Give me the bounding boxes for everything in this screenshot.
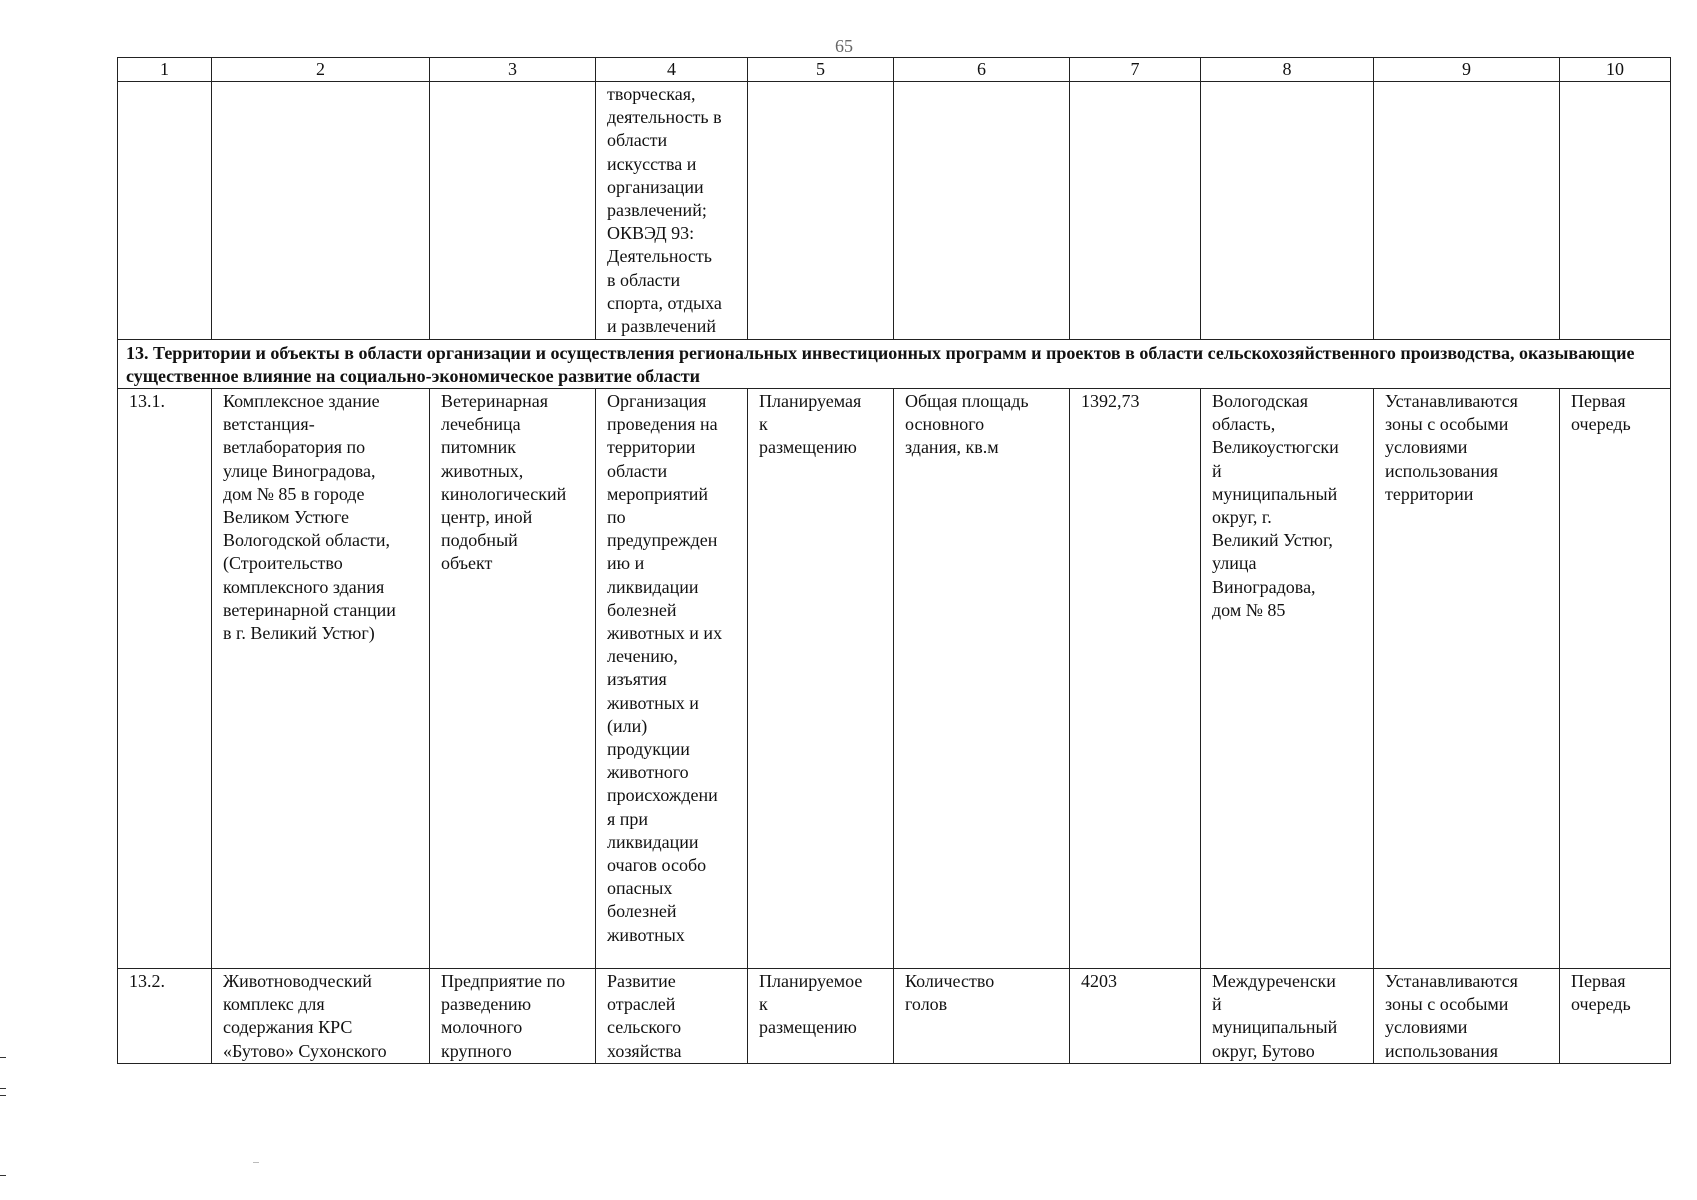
- margin-mark: [0, 1175, 6, 1176]
- header-cell-7: 7: [1070, 58, 1201, 82]
- table-row: [118, 969, 1671, 1064]
- header-cell-2: 2: [212, 58, 430, 82]
- object-characteristic: Общая площадь основного здания, кв.м: [894, 389, 1070, 969]
- header-cell-4: 4: [596, 58, 748, 82]
- header-row: [118, 58, 1671, 82]
- cell-empty: [430, 82, 596, 340]
- continuation-row: [118, 82, 1671, 340]
- cell-empty: [1201, 82, 1374, 340]
- page-number: 65: [835, 36, 853, 56]
- row-number: 13.2.: [118, 969, 212, 1064]
- cell-empty: [1374, 82, 1560, 340]
- object-name: Животноводческий комплекс для содержания КРС «Бутово» Сухонского: [212, 969, 430, 1064]
- object-zones: Устанавливаются зоны с особыми условиями использования территории: [1374, 389, 1560, 969]
- cell-empty: [118, 82, 212, 340]
- header-cell-3: 3: [430, 58, 596, 82]
- object-value: 4203: [1070, 969, 1201, 1064]
- object-purpose: Развитие отраслей сельского хозяйства: [596, 969, 748, 1064]
- object-priority: Первая очередь: [1560, 969, 1671, 1064]
- section-title: 13. Территории и объекты в области организации и осуществления региональных инвестиционных программ и проектов в области сельскохозяйственного производства, оказывающие существенное влияние на социально-экономическое развитие области: [118, 340, 1671, 389]
- header-cell-8: 8: [1201, 58, 1374, 82]
- row-number: 13.1.: [118, 389, 212, 969]
- object-characteristic: Количество голов: [894, 969, 1070, 1064]
- object-location: Междуреченски й муниципальный округ, Бутово: [1201, 969, 1374, 1064]
- object-priority: Первая очередь: [1560, 389, 1671, 969]
- object-status: Планируемая к размещению: [748, 389, 894, 969]
- header-cell-9: 9: [1374, 58, 1560, 82]
- cell-empty: [748, 82, 894, 340]
- table-row: [118, 389, 1671, 969]
- margin-mark: [0, 1088, 6, 1089]
- section-row: [118, 340, 1671, 389]
- object-zones: Устанавливаются зоны с особыми условиями использования: [1374, 969, 1560, 1064]
- margin-mark: [0, 1057, 6, 1058]
- cell-empty: [894, 82, 1070, 340]
- cell-empty: [1070, 82, 1201, 340]
- territories-table: [117, 57, 1671, 1064]
- margin-mark: [0, 1095, 6, 1096]
- header-cell-1: 1: [118, 58, 212, 82]
- continuation-purpose-cell: творческая, деятельность в области искусства и организации развлечений; ОКВЭД 93: Деятельность в области спорта, отдыха и развлечений: [596, 82, 748, 340]
- cell-empty: [212, 82, 430, 340]
- object-location: Вологодская область, Великоустюгски й муниципальный округ, г. Великий Устюг, улица Виноградова, дом № 85: [1201, 389, 1374, 969]
- object-name: Комплексное здание ветстанция- ветлаборатория по улице Виноградова, дом № 85 в городе Великом Устюге Вологодской области, (Строительство комплексного здания ветеринарной станции в г. Великий Устюг): [212, 389, 430, 969]
- scan-artifact: [253, 1162, 259, 1163]
- object-purpose: Организация проведения на территории области мероприятий по предупрежден ию и ликвидации болезней животных и их лечению, изъятия животных и (или) продукции животного происхождени я при ликвидации очагов особо опасных болезней животных: [596, 389, 748, 969]
- header-cell-10: 10: [1560, 58, 1671, 82]
- header-cell-5: 5: [748, 58, 894, 82]
- cell-empty: [1560, 82, 1671, 340]
- header-cell-6: 6: [894, 58, 1070, 82]
- object-type: Ветеринарная лечебница питомник животных, кинологический центр, иной подобный объект: [430, 389, 596, 969]
- object-type: Предприятие по разведению молочного крупного: [430, 969, 596, 1064]
- object-value: 1392,73: [1070, 389, 1201, 969]
- object-status: Планируемое к размещению: [748, 969, 894, 1064]
